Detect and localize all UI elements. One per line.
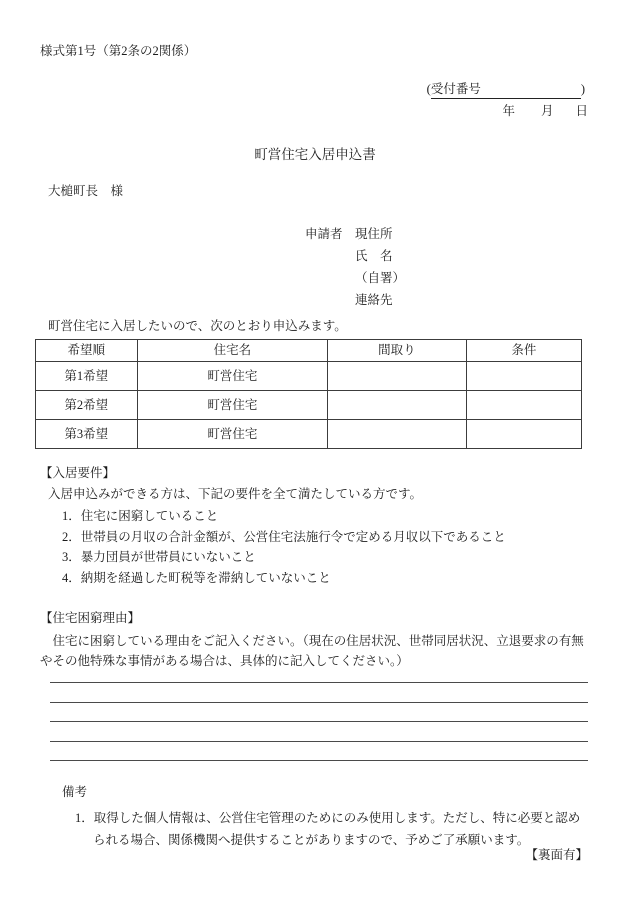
- requirement-item: 2．世帯員の月収の合計金額が、公営住宅法施行令で定める月収以下であること: [62, 529, 506, 544]
- writing-line: [50, 721, 588, 741]
- table-row-second-choice: [36, 391, 582, 420]
- cell-layout: [328, 420, 467, 449]
- cell-condition: [466, 362, 581, 391]
- col-header-rank: 希望順: [36, 340, 138, 362]
- applicant-block: [305, 223, 405, 311]
- requirement-item: 1．住宅に困窮していること: [62, 509, 219, 523]
- reception-close-paren: ): [580, 82, 585, 96]
- applicant-field-signature: （自署）: [355, 271, 406, 285]
- applicant-field-contact: 連絡先: [355, 293, 393, 307]
- applicant-row-signature: [305, 267, 405, 289]
- reason-heading: 【住宅困窮理由】: [40, 611, 141, 625]
- writing-line: [50, 760, 588, 780]
- reason-instruction: 住宅に困窮している理由をご記入ください。（現在の住居状況、世帯同居状況、立退要求の有無やその他特殊な事情がある場合は、具体的に記入してください。）: [40, 634, 584, 668]
- applicant-field-address: 現住所: [355, 227, 393, 241]
- date-line: [502, 104, 588, 119]
- table-row-third-choice: [36, 420, 582, 449]
- col-header-layout: 間取り: [328, 340, 467, 362]
- reception-number-field: [427, 82, 585, 99]
- applicant-label: 申請者: [305, 227, 343, 241]
- cell-layout: [328, 362, 467, 391]
- cell-rank: 第3希望: [36, 420, 138, 449]
- requirements-lead: 入居申込みができる方は、下記の要件を全て満たしている方です。: [48, 487, 423, 501]
- col-header-condition: 条件: [466, 340, 581, 362]
- reception-label: 受付番号: [430, 82, 481, 96]
- page-title: 町営住宅入居申込書: [254, 147, 376, 162]
- intro-sentence: 町営住宅に入居したいので、次のとおり申込みます。: [48, 319, 347, 333]
- reason-writing-lines: [50, 682, 588, 780]
- cell-layout: [328, 391, 467, 420]
- addressee: 大槌町長 様: [48, 184, 124, 198]
- reception-blank-line: [431, 82, 581, 99]
- writing-line: [50, 741, 588, 761]
- requirements-heading: 【入居要件】: [40, 466, 116, 480]
- applicant-field-name: 氏 名: [355, 249, 393, 263]
- applicant-row-contact: [305, 289, 405, 311]
- cell-housing-name: 町営住宅: [137, 362, 328, 391]
- writing-line: [50, 682, 588, 702]
- table-header-row: [36, 340, 582, 362]
- notes-heading: 備考: [62, 785, 88, 799]
- form-number: 様式第1号（第2条の2関係）: [40, 44, 197, 58]
- housing-preference-table: [35, 339, 582, 449]
- applicant-row-name: [305, 245, 405, 267]
- requirement-item: 4．納期を経過した町税等を滞納していないこと: [62, 570, 331, 585]
- cell-condition: [466, 420, 581, 449]
- cell-condition: [466, 391, 581, 420]
- table-row-first-choice: [36, 362, 582, 391]
- cell-housing-name: 町営住宅: [137, 391, 328, 420]
- date-day-label: 日: [575, 104, 588, 118]
- writing-line: [50, 702, 588, 722]
- cell-housing-name: 町営住宅: [137, 420, 328, 449]
- cell-rank: 第2希望: [36, 391, 138, 420]
- reception-open-paren: (: [426, 82, 431, 96]
- col-header-housing-name: 住宅名: [137, 340, 328, 362]
- note-item: 1．取得した個人情報は、公営住宅管理のためにのみ使用します。ただし、特に必要と認められる場合、関係機関へ提供することがありますので、予めご了承願います。: [75, 811, 581, 847]
- back-side-indicator: 【裏面有】: [525, 848, 588, 862]
- applicant-row-address: [305, 223, 405, 245]
- requirement-item: 3．暴力団員が世帯員にいないこと: [62, 550, 256, 564]
- cell-rank: 第1希望: [36, 362, 138, 391]
- date-month-label: 月: [540, 104, 554, 118]
- date-year-label: 年: [502, 104, 515, 118]
- requirements-list: [62, 506, 506, 588]
